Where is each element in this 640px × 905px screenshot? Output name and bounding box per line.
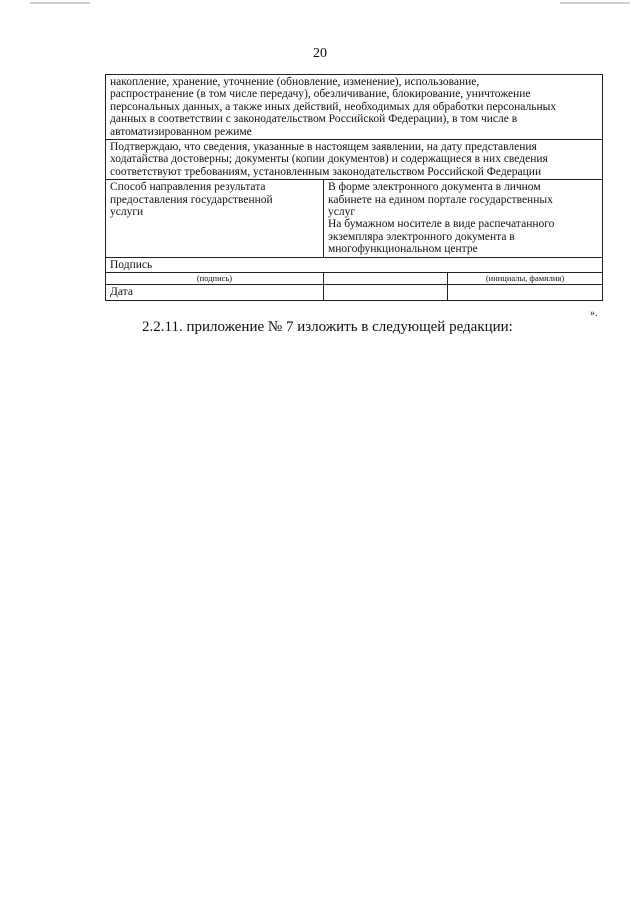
confirm-row <box>106 140 603 180</box>
amendment-paragraph: 2.2.11. приложение № 7 изложить в следующей редакции: <box>142 319 513 335</box>
delivery-method-label-line: Способ направления результата <box>110 181 266 194</box>
closing-quote: ». <box>590 308 598 319</box>
application-form-table <box>105 74 603 301</box>
consent-cell <box>106 75 603 140</box>
delivery-method-label-cell <box>106 180 324 257</box>
consent-row <box>106 75 603 140</box>
confirm-line: Подтверждаю, что сведения, указанные в настоящем заявлении, на дату представления <box>110 141 537 154</box>
signature-label: Подпись <box>106 257 603 272</box>
initials-field: (инициалы, фамилия) <box>448 273 603 285</box>
page-number: 20 <box>313 46 327 61</box>
date-row <box>106 285 603 300</box>
delivery-method-row <box>106 180 603 257</box>
date-value-cell <box>448 285 603 300</box>
scan-artifact-left <box>30 2 90 4</box>
scan-artifact-right <box>560 2 630 4</box>
signature-spacer-cell <box>324 273 448 285</box>
consent-line: накопление, хранение, уточнение (обновление, изменение), использование, <box>110 76 480 88</box>
delivery-method-label-line: услуги <box>110 206 144 219</box>
consent-line: персональных данных, а также иных действий, необходимых для обработки персональных <box>110 100 557 113</box>
signature-fields-row <box>106 273 603 285</box>
delivery-option-line: услуг <box>328 206 356 219</box>
date-spacer-cell <box>324 285 448 300</box>
delivery-option-line: многофункциональном центре <box>328 243 478 256</box>
confirm-line: ходатайства достоверны; документы (копии документов) и содержащиеся в них сведения <box>110 153 548 166</box>
consent-line: данных в соответствии с законодательством Российской Федерации), в том числе в <box>110 113 518 126</box>
confirm-cell <box>106 140 603 180</box>
delivery-option-line: экземпляра электронного документа в <box>328 230 515 243</box>
consent-line: распространение (в том числе передачу), обезличивание, блокирование, уничтожение <box>110 88 531 101</box>
delivery-option-line: В форме электронного документа в личном <box>328 181 541 194</box>
date-label: Дата <box>106 285 324 300</box>
consent-line: автоматизированном режиме <box>110 125 252 138</box>
signature-field: (подпись) <box>106 273 324 285</box>
signature-label-row <box>106 257 603 272</box>
delivery-method-options-cell <box>324 180 603 257</box>
delivery-option-line: На бумажном носителе в виде распечатанного <box>328 218 555 231</box>
confirm-line: соответствуют требованиям, установленным законодательством Российской Федерации <box>110 165 542 178</box>
delivery-method-label-line: предоставления государственной <box>110 193 273 206</box>
delivery-option-line: кабинете на едином портале государственных <box>328 193 553 206</box>
